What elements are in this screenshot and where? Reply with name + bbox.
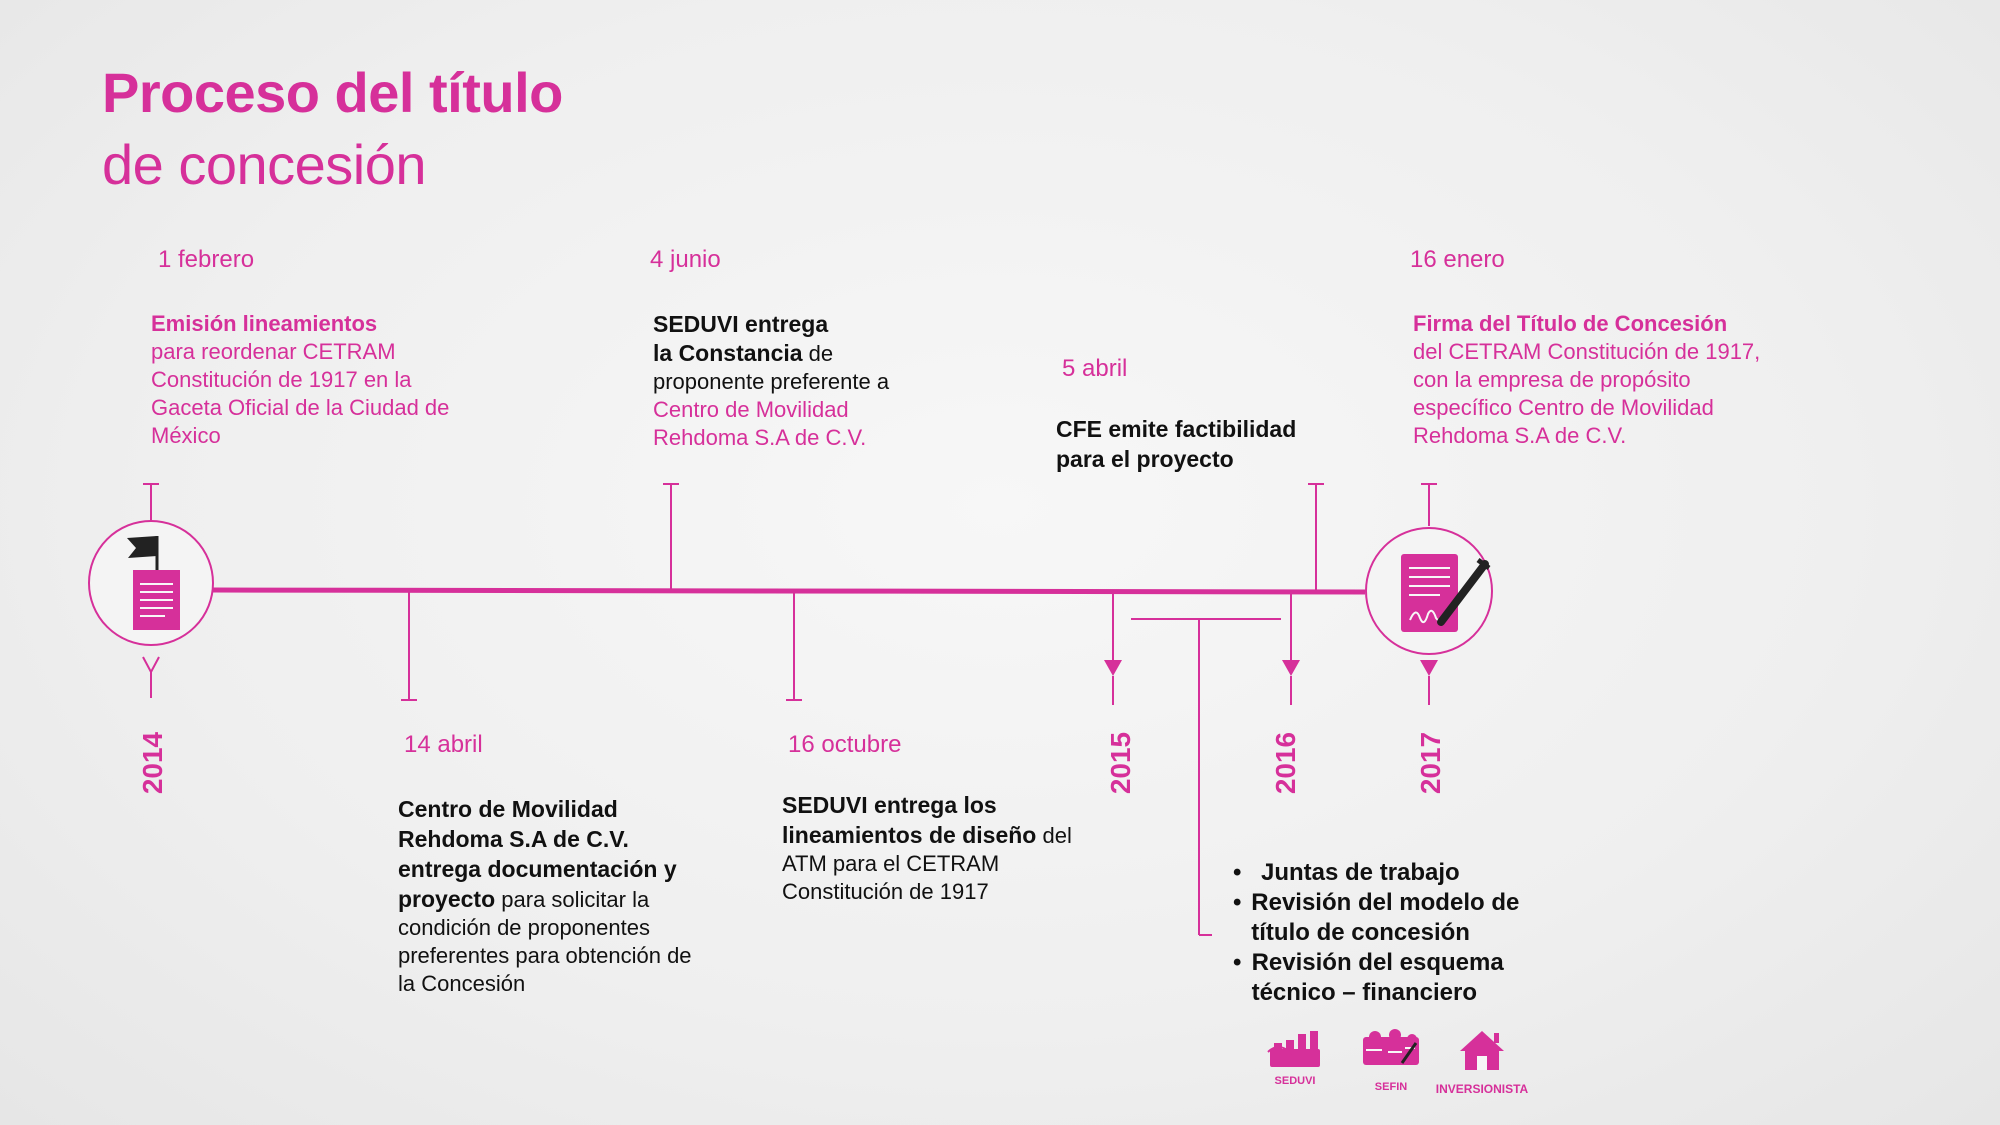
people-icon <box>1363 1029 1419 1065</box>
event-6-date: 16 enero <box>1410 246 1505 273</box>
page-subtitle: de concesión <box>102 133 427 196</box>
event-4-text: del ATM para el CETRAM Constitución de 1917 <box>782 823 1072 904</box>
event-6-text: del CETRAM Constitución de 1917, con la empresa de propósito específico Centro de Movilidad Rehdoma S.A de C.V. <box>1413 339 1761 448</box>
event-1-text: para reordenar CETRAM Constitución de 1917 en la Gaceta Oficial de la Ciudad de México <box>151 339 450 448</box>
event-5-description <box>1056 414 1336 474</box>
event-2-title: Centro de Movilidad Rehdoma S.A de C.V. entrega documentación y proyecto <box>398 796 677 912</box>
event-3-title-2: la Constancia <box>653 340 803 366</box>
event-3-description <box>653 310 913 452</box>
list-item: • Revisión del esquema técnico – financiero <box>1233 949 1504 1006</box>
year-2017: 2017 <box>1415 731 1446 795</box>
work-items-list <box>1233 858 1573 1008</box>
event-1-description <box>151 310 451 450</box>
page-title: Proceso del título <box>102 61 563 124</box>
event-1-date: 1 febrero <box>158 246 255 273</box>
event-3-title-1: SEDUVI entrega <box>653 311 829 337</box>
event-2-description <box>398 794 708 998</box>
event-2-date: 14 abril <box>404 731 483 758</box>
event-6-title: Firma del Título de Concesión <box>1413 311 1728 336</box>
list-item: • Juntas de trabajo <box>1233 859 1460 886</box>
year-2014: 2014 <box>137 731 168 795</box>
list-item: • Revisión del modelo de título de concesión <box>1233 889 1520 946</box>
event-3-company: Centro de Movilidad Rehdoma S.A de C.V. <box>653 397 867 450</box>
event-4-date: 16 octubre <box>788 731 902 758</box>
sefin-label: SEFIN <box>1374 1081 1408 1093</box>
event-2-text: para solicitar la condición de proponentes preferentes para obtención de la Concesión <box>398 887 692 996</box>
event-4-description <box>782 790 1072 906</box>
event-5-title: CFE emite factibilidad para el proyecto <box>1056 416 1297 472</box>
year-2015: 2015 <box>1105 731 1136 795</box>
year-2016: 2016 <box>1270 731 1301 795</box>
buildings-icon <box>1268 1031 1320 1067</box>
inversionista-label: INVERSIONISTA <box>1435 1082 1529 1096</box>
house-icon <box>1460 1031 1504 1070</box>
event-1-title: Emisión lineamientos <box>151 311 378 336</box>
event-6-description <box>1413 310 1783 450</box>
event-3-date: 4 junio <box>650 246 721 273</box>
event-4-title: SEDUVI entrega los lineamientos de diseño <box>782 792 1037 848</box>
event-3-text: de proponente preferente a <box>653 341 890 394</box>
event-5-date: 5 abril <box>1062 355 1128 382</box>
timeline-axis <box>213 590 1365 592</box>
seduvi-label: SEDUVI <box>1274 1075 1316 1087</box>
